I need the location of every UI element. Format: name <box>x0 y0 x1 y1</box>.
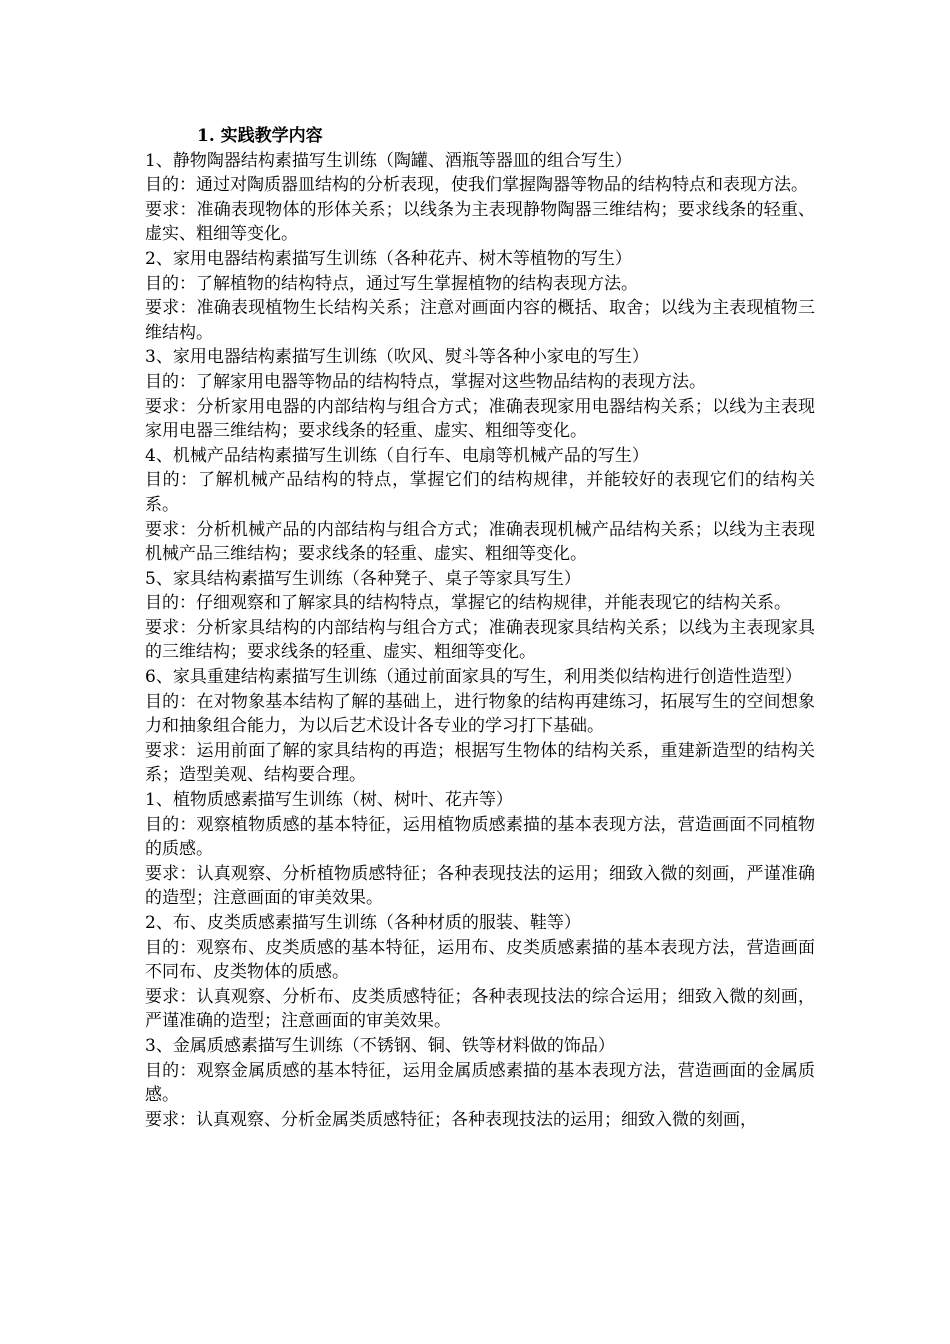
paragraph: 要求：认真观察、分析金属类质感特征；各种表现技法的运用；细致入微的刻画， <box>145 1109 757 1130</box>
paragraph: 目的：了解家用电器等物品的结构特点，掌握对这些物品结构的表现方法。 <box>145 371 706 392</box>
paragraph: 1、静物陶器结构素描写生训练（陶罐、酒瓶等器皿的组合写生） <box>145 150 632 171</box>
paragraph: 目的：观察布、皮类质感的基本特征，运用布、皮类质感素描的基本表现方法，营造画面不同布、皮类物体的质感。 <box>145 937 815 983</box>
paragraph: 目的：仔细观察和了解家具的结构特点，掌握它的结构规律，并能表现它的结构关系。 <box>145 593 791 614</box>
paragraph: 3、金属质感素描写生训练（不锈钢、铜、铁等材料做的饰品） <box>145 1035 615 1056</box>
document-page <box>145 124 815 1132</box>
paragraph: 2、布、皮类质感素描写生训练（各种材质的服装、鞋等） <box>145 913 581 933</box>
paragraph: 目的：了解机械产品结构的特点，掌握它们的结构规律，并能较好的表现它们的结构关系。 <box>145 470 815 515</box>
paragraph: 目的：通过对陶质器皿结构的分析表现，使我们掌握陶器等物品的结构特点和表现方法。 <box>145 175 808 196</box>
paragraph: 3、家用电器结构素描写生训练（吹风、熨斗等各种小家电的写生） <box>145 347 649 368</box>
section-heading: 1. 实践教学内容 <box>197 126 323 146</box>
paragraph: 2、家用电器结构素描写生训练（各种花卉、树木等植物的写生） <box>145 248 632 269</box>
paragraph: 要求：运用前面了解的家具结构的再造；根据写生物体的结构关系，重建新造型的结构关系；造型美观、结构要合理。 <box>145 740 815 786</box>
paragraph: 1、植物质感素描写生训练（树、树叶、花卉等） <box>145 790 513 811</box>
paragraph: 目的：观察金属质感的基本特征，运用金属质感素描的基本表现方法，营造画面的金属质感。 <box>145 1060 815 1106</box>
paragraph: 要求：分析机械产品的内部结构与组合方式；准确表现机械产品结构关系；以线为主表现机械产品三维结构；要求线条的轻重、虚实、粗细等变化。 <box>145 519 815 565</box>
paragraph: 要求：准确表现物体的形体关系；以线条为主表现静物陶器三维结构；要求线条的轻重、虚实、粗细等变化。 <box>145 199 815 245</box>
paragraph: 要求：认真观察、分析布、皮类质感特征；各种表现技法的综合运用；细致入微的刻画，严谨准确的造型；注意画面的审美效果。 <box>145 986 815 1032</box>
paragraph: 6、家具重建结构素描写生训练（通过前面家具的写生，利用类似结构进行创造性造型） <box>145 667 802 688</box>
paragraph: 要求：分析家具结构的内部结构与组合方式；准确表现家具结构关系；以线为主表现家具的三维结构；要求线条的轻重、虚实、粗细等变化。 <box>145 617 815 663</box>
paragraph: 目的：观察植物质感的基本特征，运用植物质感素描的基本表现方法，营造画面不同植物的质感。 <box>145 814 815 860</box>
paragraph: 目的：了解植物的结构特点，通过写生掌握植物的结构表现方法。 <box>145 273 638 294</box>
paragraph: 5、家具结构素描写生训练（各种凳子、桌子等家具写生） <box>145 568 581 589</box>
paragraph: 要求：分析家用电器的内部结构与组合方式；准确表现家用电器结构关系；以线为主表现家用电器三维结构；要求线条的轻重、虚实、粗细等变化。 <box>145 396 815 442</box>
paragraph: 4、机械产品结构素描写生训练（自行车、电扇等机械产品的写生） <box>145 445 649 466</box>
paragraph: 目的：在对物象基本结构了解的基础上，进行物象的结构再建练习，拓展写生的空间想象力和抽象组合能力，为以后艺术设计各专业的学习打下基础。 <box>145 691 815 737</box>
paragraph: 要求：认真观察、分析植物质感特征；各种表现技法的运用；细致入微的刻画，严谨准确的造型；注意画面的审美效果。 <box>145 863 815 909</box>
paragraph: 要求：准确表现植物生长结构关系；注意对画面内容的概括、取舍；以线为主表现植物三维结构。 <box>145 298 815 343</box>
